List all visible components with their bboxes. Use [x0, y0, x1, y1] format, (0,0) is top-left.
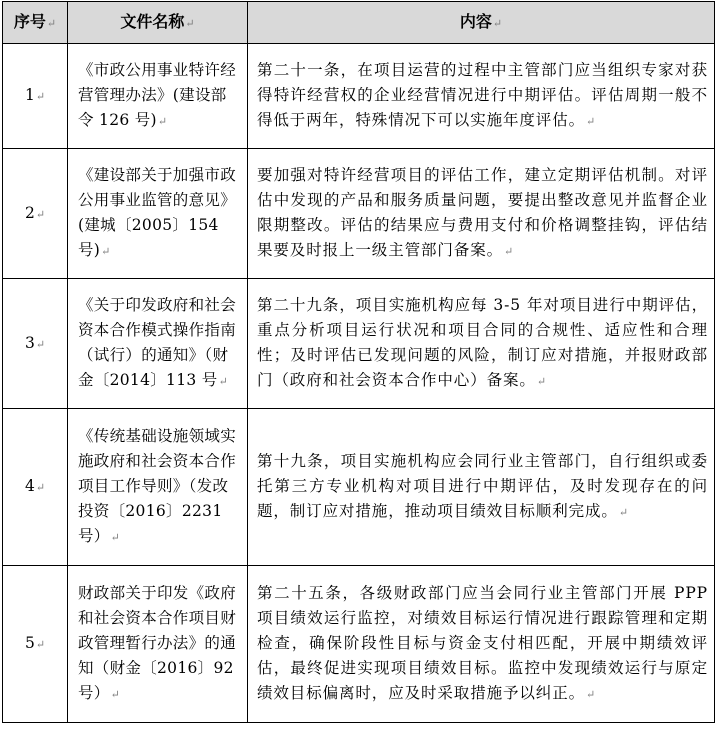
document-name-cell: [68, 279, 248, 409]
paragraph-mark-icon: ↵: [35, 90, 46, 103]
row-index-cell: [3, 566, 68, 723]
header-name: [68, 2, 248, 44]
row-index-cell: [3, 279, 68, 409]
row-index: 3: [24, 333, 35, 352]
document-name: 《市政公用事业特许经营管理办法》(建设部令 126 号): [78, 61, 237, 129]
content-cell: [248, 409, 715, 566]
header-index-label: 序号: [13, 12, 46, 31]
row-index: 1: [24, 86, 35, 104]
content-text: 第二十一条，在项目运营的过程中主管部门应当组织专家对获得特许经营权的企业经营情况进行中期评估。评估周期一般不得低于两年，特殊情况下可以实施年度评估。: [257, 61, 708, 129]
document-name-cell: [68, 409, 248, 566]
document-name-cell: [68, 149, 248, 279]
document-name-cell: [68, 44, 248, 149]
header-index: [3, 2, 68, 44]
content-cell: [248, 566, 715, 723]
paragraph-mark-icon: ↵: [101, 245, 111, 258]
paragraph-mark-icon: ↵: [218, 375, 228, 388]
table-row: [3, 566, 715, 723]
regulations-table: [2, 1, 715, 723]
document-name: 财政部关于印发《政府和社会资本合作项目财政管理暂行办法》的通知（财金〔2016〕92 号）: [78, 584, 237, 702]
table-row: [3, 149, 715, 279]
header-content: [248, 2, 715, 44]
document-name: 《传统基础设施领域实施政府和社会资本合作项目工作导则》（发改投资〔2016〕2231 号）: [78, 427, 237, 545]
paragraph-mark-icon: ↵: [536, 375, 547, 388]
row-index-cell: [3, 44, 68, 149]
paragraph-mark-icon: ↵: [35, 481, 46, 494]
content-text: 要加强对特许经营项目的评估工作，建立定期评估机制。对评估中发现的产品和服务质量问题，要提出整改意见并监督企业限期整改。评估的结果应与费用支付和价格调整挂钩，评估结果要及时报上一级主管部门备案。: [257, 166, 708, 259]
paragraph-mark-icon: ↵: [35, 207, 46, 221]
content-cell: [248, 279, 715, 409]
paragraph-mark-icon: ↵: [46, 17, 57, 30]
paragraph-mark-icon: ↵: [618, 506, 629, 519]
header-content-label: 内容: [459, 12, 492, 31]
paragraph-mark-icon: ↵: [110, 688, 120, 701]
content-text: 第二十五条，各级财政部门应当会同行业主管部门开展 PPP 项目绩效运行监控，对绩效目标运行情况进行跟踪管理和定期检查，确保阶段性目标与资金支付相匹配，开展中期绩效评估，最终促进实现项目绩效目标。监控中发现绩效运行与原定绩效目标偏离时，应及时采取措施予以纠正。: [257, 584, 708, 702]
content-cell: [248, 44, 715, 149]
row-index-cell: [3, 149, 68, 279]
row-index: 5: [24, 634, 35, 652]
paragraph-mark-icon: ↵: [586, 688, 596, 701]
table-row: [3, 409, 715, 566]
document-name-cell: [68, 566, 248, 723]
paragraph-mark-icon: ↵: [492, 17, 503, 30]
row-index: 2: [24, 203, 35, 222]
paragraph-mark-icon: ↵: [35, 337, 46, 351]
paragraph-mark-icon: ↵: [35, 638, 46, 651]
row-index-cell: [3, 409, 68, 566]
paragraph-mark-icon: ↵: [504, 245, 514, 258]
header-name-label: 文件名称: [120, 12, 185, 31]
table-row: [3, 44, 715, 149]
paragraph-mark-icon: ↵: [185, 17, 195, 30]
document-name: 《关于印发政府和社会资本合作模式操作指南（试行）的通知》（财金〔2014〕113 号: [78, 296, 237, 389]
row-index: 4: [24, 477, 35, 495]
content-cell: [248, 149, 715, 279]
paragraph-mark-icon: ↵: [586, 115, 596, 128]
paragraph-mark-icon: ↵: [110, 531, 120, 544]
table-row: [3, 279, 715, 409]
content-text: 第十九条，项目实施机构应会同行业主管部门，自行组织或委托第三方专业机构对项目进行中期评估，及时发现存在的问题，制订应对措施，推动项目绩效目标顺利完成。: [257, 452, 708, 520]
content-text: 第二十九条，项目实施机构应每 3-5 年对项目进行中期评估，重点分析项目运行状况和项目合同的合规性、适应性和合理性；及时评估已发现问题的风险，制订应对措施，并报财政部门（政府和社会资本合作中心）备案。: [257, 296, 708, 389]
document-name: 《建设部关于加强市政公用事业监管的意见》(建城〔2005〕154 号): [78, 166, 237, 259]
header-row: [3, 2, 715, 44]
paragraph-mark-icon: ↵: [157, 115, 168, 128]
